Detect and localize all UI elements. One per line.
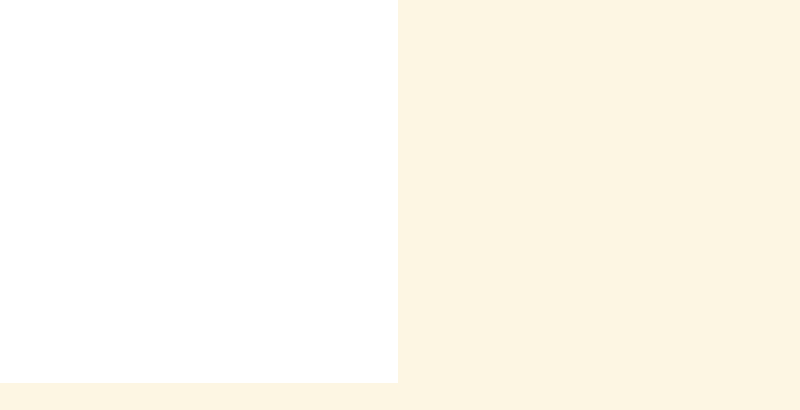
pdf-viewer-pane[interactable] — [0, 0, 398, 383]
